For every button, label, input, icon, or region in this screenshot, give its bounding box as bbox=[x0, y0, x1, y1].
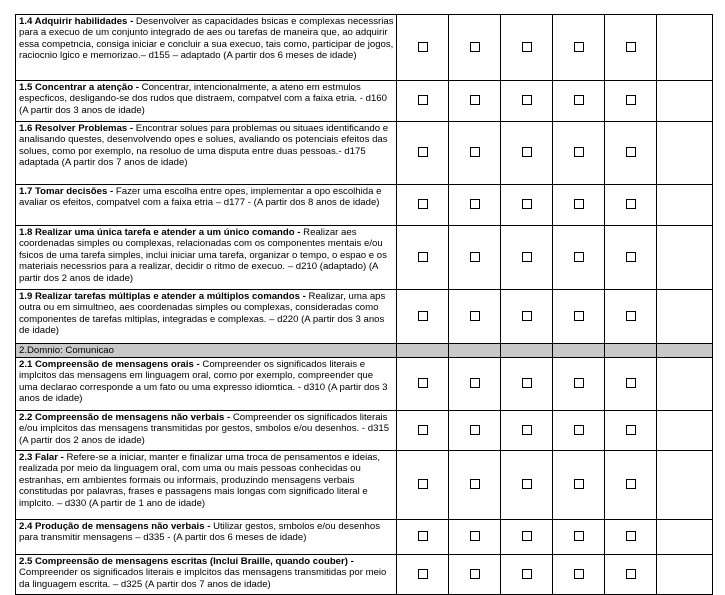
checkbox[interactable] bbox=[470, 378, 480, 388]
item-text: Compreender os significados literais e implcitos das mensagens em linguagem oral, como por exemplo, compreender que uma declarao corresponde a um fato ou uma expresso idiomtica. - d310 (A partir dos 3 anos de idade) bbox=[19, 359, 388, 405]
checkbox[interactable] bbox=[470, 199, 480, 209]
item-title: 1.9 Realizar tarefas múltiplas e atender a múltiplos comandos - bbox=[19, 291, 306, 302]
checkbox[interactable] bbox=[418, 147, 428, 157]
assessment-form-table bbox=[15, 14, 713, 595]
checkbox[interactable] bbox=[470, 531, 480, 541]
item-title: 2.1 Compreensão de mensagens orais - bbox=[19, 359, 200, 370]
checkbox[interactable] bbox=[574, 479, 584, 489]
item-title: 1.6 Resolver Problemas - bbox=[19, 123, 134, 134]
item-text: Concentrar, intencionalmente, a ateno em estmulos especficos, desligando-se dos rudos que distraem, compatvel com a faixa etria. - d160 (A partir dos 3 anos de idade) bbox=[19, 82, 387, 116]
checkbox[interactable] bbox=[626, 95, 636, 105]
checkbox[interactable] bbox=[626, 569, 636, 579]
checkbox[interactable] bbox=[574, 147, 584, 157]
form-row bbox=[16, 451, 713, 520]
item-title: 1.5 Concentrar a atenção - bbox=[19, 82, 139, 93]
section-title bbox=[16, 344, 397, 358]
checkbox[interactable] bbox=[418, 378, 428, 388]
form-row bbox=[16, 122, 713, 185]
item-description bbox=[16, 411, 397, 451]
item-title: 2.3 Falar - bbox=[19, 452, 64, 463]
checkbox[interactable] bbox=[574, 252, 584, 262]
checkbox[interactable] bbox=[418, 199, 428, 209]
item-description bbox=[16, 555, 397, 595]
checkbox[interactable] bbox=[418, 425, 428, 435]
checkbox[interactable] bbox=[626, 425, 636, 435]
form-row bbox=[16, 81, 713, 122]
checkbox[interactable] bbox=[522, 425, 532, 435]
checkbox[interactable] bbox=[574, 378, 584, 388]
item-title: 2.2 Compreensão de mensagens não verbais - bbox=[19, 412, 231, 423]
checkbox[interactable] bbox=[470, 425, 480, 435]
item-description bbox=[16, 451, 397, 520]
item-text: Compreender os significados literais e implcitos das mensagens transmitidas por meio da linguagem escrita. – d325 (A partir dos 7 anos de idade) bbox=[19, 567, 387, 590]
item-text: Fazer uma escolha entre opes, implementar a opo escolhida e avaliar os efeitos, compatvel com a faixa etria – d177 - (A partir dos 8 anos de idade) bbox=[19, 186, 382, 209]
item-text: Desenvolver as capacidades bsicas e complexas necessrias para a execuo de um conjunto integrado de aes ou tarefas de maneira que, ao adquirir essa competncia, consiga iniciar e concluir a sua execuo, tais como, participar de jogos, raciocnio lgico e memorizao.– d155 – adaptado (A partir dos 6 meses de idade) bbox=[19, 16, 394, 62]
checkbox[interactable] bbox=[574, 311, 584, 321]
checkbox[interactable] bbox=[522, 252, 532, 262]
checkbox[interactable] bbox=[522, 42, 532, 52]
checkbox[interactable] bbox=[418, 569, 428, 579]
checkbox[interactable] bbox=[522, 95, 532, 105]
item-text: Realizar, uma aps outra ou em simultneo, aes coordenadas simples ou complexas, consideradas como componentes de tarefas mltiplas, integradas e complexas. – d220 (A partir dos 3 anos de idade) bbox=[19, 291, 386, 337]
checkbox[interactable] bbox=[626, 147, 636, 157]
form-row bbox=[16, 15, 713, 81]
checkbox[interactable] bbox=[574, 531, 584, 541]
form-row bbox=[16, 226, 713, 290]
checkbox[interactable] bbox=[418, 479, 428, 489]
item-description bbox=[16, 122, 397, 185]
item-text: Compreender os significados literais e/ou implcitos das mensagens transmitidas por gestos, smbolos e/ou desenhos. - d315 (A partir dos 2 anos de idade) bbox=[19, 412, 390, 446]
form-row bbox=[16, 358, 713, 411]
checkbox[interactable] bbox=[418, 42, 428, 52]
item-text: Realizar aes coordenadas simples ou complexas, relacionadas com os componentes mentais e/ou fsicos de uma tarefa simples, inclui iniciar uma tarefa, organizar o tempo, o espao e os materiais necessrios para a realizar, decidir o ritmo de execuo. – d210 (adaptado) (A partir dos 2 anos de idade) bbox=[19, 227, 387, 284]
item-description bbox=[16, 185, 397, 226]
checkbox[interactable] bbox=[522, 378, 532, 388]
item-text: Refere-se a iniciar, manter e finalizar uma troca de pensamentos e ideias, realizada por meio da linguagem oral, com uma ou mais pessoas conhecidas ou estranhas, em ambientes formais ou informais, produzindo mensagens verbais constitudas por palavras, frases e passagens mais longas com significado literal e implcito. – d330 (A partir de 1 ano de idade) bbox=[19, 452, 381, 509]
item-description bbox=[16, 226, 397, 290]
checkbox[interactable] bbox=[574, 199, 584, 209]
item-title: 2.4 Produção de mensagens não verbais - bbox=[19, 521, 211, 532]
item-title: 1.7 Tomar decisões - bbox=[19, 186, 114, 197]
form-row bbox=[16, 411, 713, 451]
checkbox[interactable] bbox=[418, 95, 428, 105]
form-row bbox=[16, 185, 713, 226]
checkbox[interactable] bbox=[626, 378, 636, 388]
item-description bbox=[16, 15, 397, 81]
checkbox[interactable] bbox=[470, 569, 480, 579]
checkbox[interactable] bbox=[522, 531, 532, 541]
checkbox[interactable] bbox=[626, 311, 636, 321]
checkbox[interactable] bbox=[626, 531, 636, 541]
checkbox[interactable] bbox=[574, 425, 584, 435]
item-text: Encontrar solues para problemas ou situaes identificando e analisando questes, desenvolvendo opes e solues, avaliando os potenciais efeitos das solues, como por exemplo, na resoluo de uma disputa entre duas pessoas.- d175 adaptada (A partir dos 7 anos de idade) bbox=[19, 123, 389, 169]
item-description bbox=[16, 358, 397, 411]
form-row bbox=[16, 290, 713, 344]
item-text: Utilizar gestos, smbolos e/ou desenhos para transmitir mensagens – d335 - (A partir dos 6 meses de idade) bbox=[19, 521, 380, 544]
checkbox[interactable] bbox=[626, 252, 636, 262]
checkbox[interactable] bbox=[418, 311, 428, 321]
item-description bbox=[16, 290, 397, 344]
checkbox[interactable] bbox=[626, 42, 636, 52]
item-description bbox=[16, 520, 397, 555]
section-label: 2.Domnio: Comunicao bbox=[19, 345, 114, 356]
checkbox[interactable] bbox=[522, 569, 532, 579]
checkbox[interactable] bbox=[522, 479, 532, 489]
checkbox[interactable] bbox=[470, 479, 480, 489]
checkbox[interactable] bbox=[418, 531, 428, 541]
form-row bbox=[16, 555, 713, 595]
checkbox[interactable] bbox=[522, 311, 532, 321]
checkbox[interactable] bbox=[522, 199, 532, 209]
checkbox[interactable] bbox=[470, 42, 480, 52]
checkbox[interactable] bbox=[574, 95, 584, 105]
checkbox[interactable] bbox=[626, 479, 636, 489]
form-row bbox=[16, 520, 713, 555]
checkbox[interactable] bbox=[470, 252, 480, 262]
checkbox[interactable] bbox=[470, 147, 480, 157]
item-title: 1.4 Adquirir habilidades - bbox=[19, 16, 134, 27]
checkbox[interactable] bbox=[626, 199, 636, 209]
item-title: 2.5 Compreensão de mensagens escritas (Inclui Braille, quando couber) - bbox=[19, 556, 354, 567]
checkbox[interactable] bbox=[574, 569, 584, 579]
checkbox[interactable] bbox=[470, 311, 480, 321]
item-title: 1.8 Realizar uma única tarefa e atender a um único comando - bbox=[19, 227, 301, 238]
checkbox[interactable] bbox=[522, 147, 532, 157]
checkbox[interactable] bbox=[418, 252, 428, 262]
checkbox[interactable] bbox=[574, 42, 584, 52]
checkbox[interactable] bbox=[470, 95, 480, 105]
item-description bbox=[16, 81, 397, 122]
section-header-row bbox=[16, 344, 713, 358]
